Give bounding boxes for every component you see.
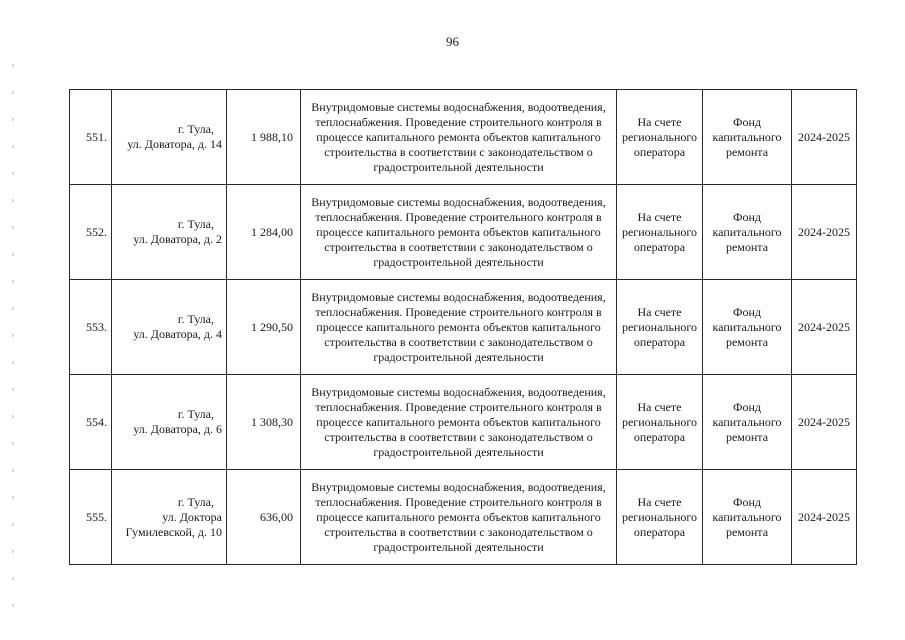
table-row (70, 185, 857, 280)
row-number: 552. (70, 185, 112, 280)
address-city: г. Тула, (177, 217, 214, 231)
area-cell: 1 290,50 (227, 280, 301, 375)
row-number: 553. (70, 280, 112, 375)
address-city: г. Тула, (177, 312, 214, 326)
binding-margin-marks (12, 40, 14, 620)
works-table-body (70, 90, 857, 565)
fund-cell: Фонд капитального ремонта (703, 470, 792, 565)
period-cell: 2024-2025 (792, 470, 857, 565)
address-street: ул. Доватора, д. 2 (133, 232, 222, 246)
works-table (69, 89, 857, 565)
address-city: г. Тула, (177, 407, 214, 421)
table-row (70, 470, 857, 565)
address-cell (112, 470, 227, 565)
address-cell (112, 280, 227, 375)
work-description-cell: Внутридомовые системы водоснабжения, водоотведения, теплоснабжения. Проведение строительного контроля в процессе капитального ремонта объектов капитального строительства в соответствии с законодательством о градостроительной деятельности (301, 470, 617, 565)
account-cell: На счете регионального оператора (617, 90, 703, 185)
row-number: 554. (70, 375, 112, 470)
work-description-cell: Внутридомовые системы водоснабжения, водоотведения, теплоснабжения. Проведение строительного контроля в процессе капитального ремонта объектов капитального строительства в соответствии с законодательством о градостроительной деятельности (301, 375, 617, 470)
work-description-cell: Внутридомовые системы водоснабжения, водоотведения, теплоснабжения. Проведение строительного контроля в процессе капитального ремонта объектов капитального строительства в соответствии с законодательством о градостроительной деятельности (301, 185, 617, 280)
address-street: ул. Доватора, д. 6 (133, 422, 222, 436)
area-cell: 1 308,30 (227, 375, 301, 470)
address-street-continued: Гумилевской, д. 10 (125, 524, 222, 539)
table-row (70, 375, 857, 470)
table-row (70, 280, 857, 375)
account-cell: На счете регионального оператора (617, 375, 703, 470)
address-street: ул. Доватора, д. 4 (133, 327, 222, 341)
period-cell: 2024-2025 (792, 185, 857, 280)
fund-cell: Фонд капитального ремонта (703, 185, 792, 280)
row-number: 555. (70, 470, 112, 565)
address-cell (112, 90, 227, 185)
account-cell: На счете регионального оператора (617, 185, 703, 280)
address-street: ул. Доктора (162, 509, 222, 524)
work-description-cell: Внутридомовые системы водоснабжения, водоотведения, теплоснабжения. Проведение строительного контроля в процессе капитального ремонта объектов капитального строительства в соответствии с законодательством о градостроительной деятельности (301, 90, 617, 185)
account-cell: На счете регионального оператора (617, 280, 703, 375)
table-row (70, 90, 857, 185)
period-cell: 2024-2025 (792, 375, 857, 470)
work-description-cell: Внутридомовые системы водоснабжения, водоотведения, теплоснабжения. Проведение строительного контроля в процессе капитального ремонта объектов капитального строительства в соответствии с законодательством о градостроительной деятельности (301, 280, 617, 375)
address-city: г. Тула, (177, 122, 214, 136)
page-number: 96 (446, 34, 459, 49)
period-cell: 2024-2025 (792, 280, 857, 375)
row-number: 551. (70, 90, 112, 185)
address-street: ул. Доватора, д. 14 (127, 137, 222, 151)
fund-cell: Фонд капитального ремонта (703, 280, 792, 375)
fund-cell: Фонд капитального ремонта (703, 375, 792, 470)
address-cell (112, 375, 227, 470)
area-cell: 636,00 (227, 470, 301, 565)
address-city: г. Тула, (177, 494, 214, 509)
area-cell: 1 988,10 (227, 90, 301, 185)
address-cell (112, 185, 227, 280)
account-cell: На счете регионального оператора (617, 470, 703, 565)
area-cell: 1 284,00 (227, 185, 301, 280)
fund-cell: Фонд капитального ремонта (703, 90, 792, 185)
period-cell: 2024-2025 (792, 90, 857, 185)
